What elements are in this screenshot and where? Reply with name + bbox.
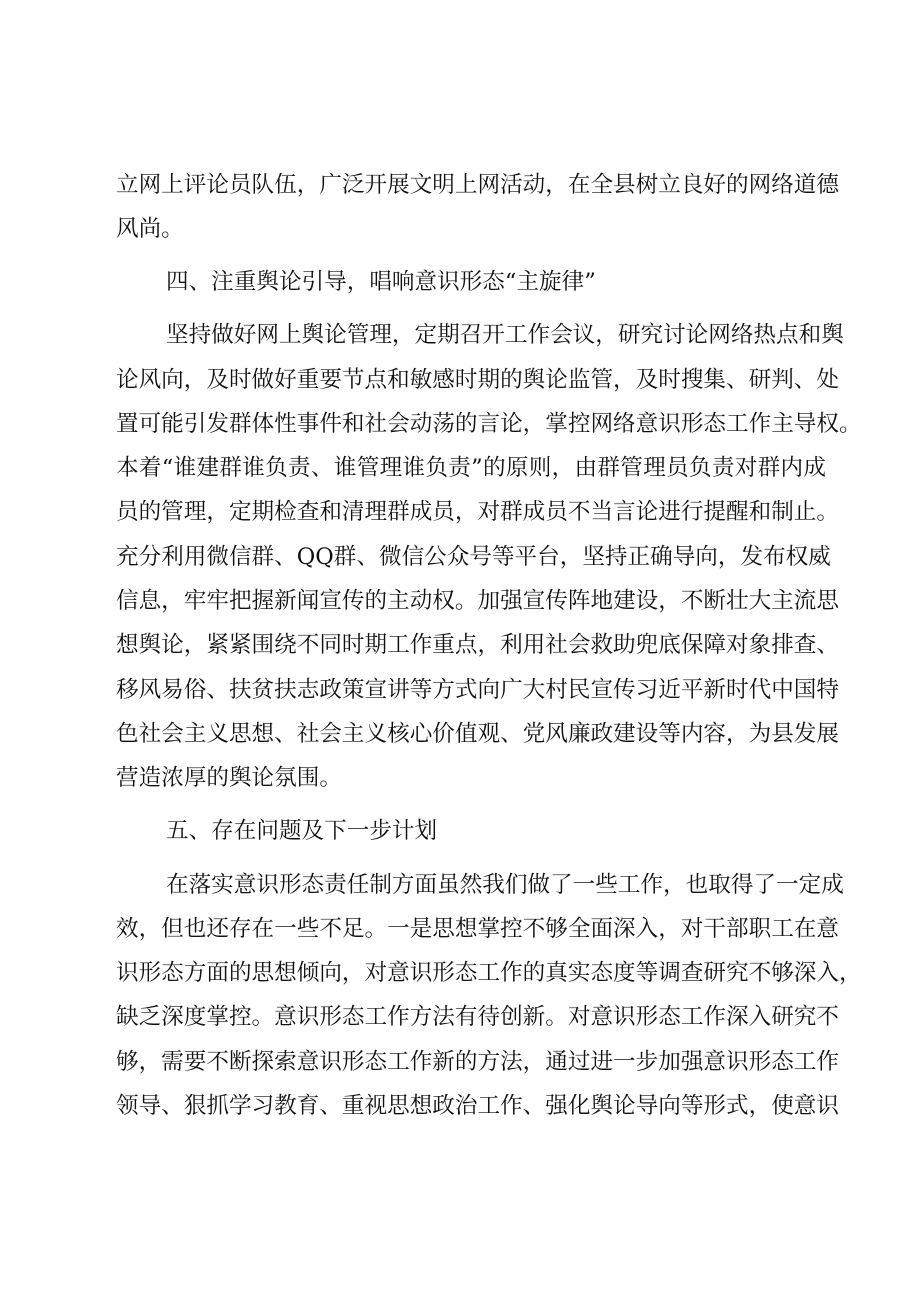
text-line: 论风向，及时做好重要节点和敏感时期的舆论监管，及时搜集、研判、处 [116,367,839,393]
text-line: 在落实意识形态责任制方面虽然我们做了一些工作，也取得了一定成 [166,872,844,898]
text-line: 领导、狠抓学习教育、重视思想政治工作、强化舆论导向等形式，使意识 [116,1093,839,1119]
text-line: 够，需要不断探索意识形态工作新的方法，通过进一步加强意识形态工作 [116,1049,839,1075]
text-line: 效，但也还存在一些不足。一是思想掌控不够全面深入，对干部职工在意 [116,916,839,942]
text-line: 移风易俗、扶贫扶志政策宣讲等方式向广大村民宣传习近平新时代中国特 [116,677,839,703]
text-line: 色社会主义思想、社会主义核心价值观、党风廉政建设等内容，为县发展 [116,721,839,747]
text-line: 员的管理，定期检查和清理群成员，对群成员不当言论进行提醒和制止。 [116,499,839,525]
text-line: 信息，牢牢把握新闻宣传的主动权。加强宣传阵地建设，不断壮大主流思 [116,588,839,614]
text-line: 想舆论，紧紧围绕不同时期工作重点，利用社会救助兜底保障对象排查、 [116,632,839,658]
text-line: 立网上评论员队伍，广泛开展文明上网活动，在全县树立良好的网络道德 [116,172,839,198]
section-heading: 五、存在问题及下一步计划 [166,818,438,844]
text-line: 坚持做好网上舆论管理，定期召开工作会议，研究讨论网络热点和舆 [166,322,844,348]
text-line: 识形态方面的思想倾向，对意识形态工作的真实态度等调查研究不够深入， [116,960,862,986]
text-line: 缺乏深度掌控。意识形态工作方法有待创新。对意识形态工作深入研究不 [116,1004,839,1030]
text-line: 置可能引发群体性事件和社会动荡的言论，掌控网络意识形态工作主导权。 [116,411,862,437]
section-heading: 四、注重舆论引导，唱响意识形态“主旋律” [166,269,596,295]
text-line: 营造浓厚的舆论氛围。 [116,765,342,791]
text-line: 风尚。 [116,216,184,242]
text-line: 充分利用微信群、QQ群、微信公众号等平台，坚持正确导向，发布权威 [116,544,831,570]
text-line: 本着“谁建群谁负责、谁管理谁负责”的原则，由群管理员负责对群内成 [116,455,826,481]
